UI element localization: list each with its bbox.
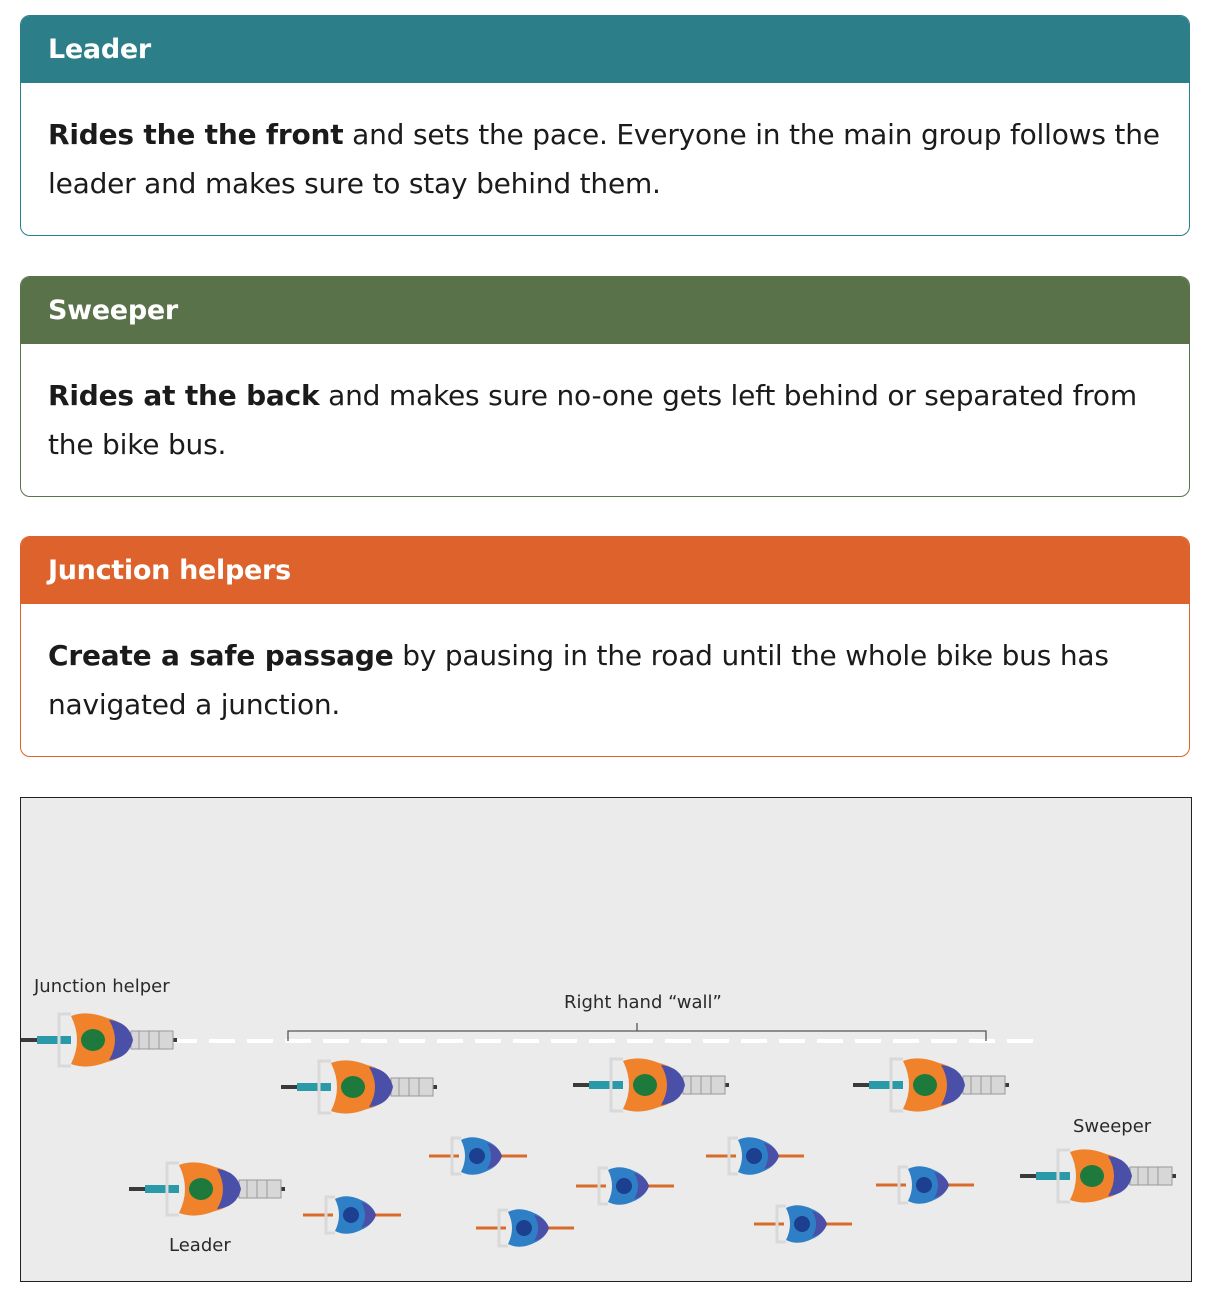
child-rider	[754, 1205, 852, 1243]
junction-helpers-card-emphasis: Create a safe passage	[48, 639, 394, 672]
bike-bus-formation-diagram	[20, 797, 1192, 1282]
child-rider	[576, 1167, 674, 1205]
leader-card-title: Leader	[21, 16, 1189, 83]
wall-rider-2	[573, 1058, 729, 1111]
leader-label: Leader	[169, 1235, 231, 1256]
leader-card-emphasis: Rides the the front	[48, 118, 344, 151]
junction-helpers-card-title: Junction helpers	[21, 537, 1189, 604]
child-rider	[303, 1196, 401, 1234]
sweeper-rider	[1020, 1149, 1176, 1202]
right-hand-wall-label: Right hand “wall”	[564, 992, 722, 1013]
sweeper-card-text	[21, 344, 1189, 469]
sweeper-card-emphasis: Rides at the back	[48, 379, 320, 412]
leader-card-description: and sets the pace. Everyone in the main group follows the leader and makes sure to stay behind them.	[48, 118, 1160, 200]
child-rider	[476, 1209, 574, 1247]
right-hand-wall-bracket	[288, 1023, 986, 1041]
junction-helper-label: Junction helper	[34, 976, 170, 997]
child-rider	[876, 1166, 974, 1204]
sweeper-card	[20, 276, 1190, 497]
junction-helpers-card-description: by pausing in the road until the whole bike bus has navigated a junction.	[48, 639, 1109, 721]
junction-helpers-card-text	[21, 604, 1189, 729]
sweeper-card-title: Sweeper	[21, 277, 1189, 344]
child-rider	[706, 1137, 804, 1175]
leader-card-text	[21, 83, 1189, 208]
leader-rider	[129, 1162, 285, 1215]
sweeper-card-description: and makes sure no-one gets left behind or separated from the bike bus.	[48, 379, 1137, 461]
sweeper-label: Sweeper	[1073, 1116, 1152, 1137]
junction-helper-rider	[21, 1013, 177, 1066]
wall-rider-1	[281, 1060, 437, 1113]
junction-helpers-card	[20, 536, 1190, 757]
leader-card	[20, 15, 1190, 236]
wall-rider-3	[853, 1058, 1009, 1111]
child-rider	[429, 1137, 527, 1175]
